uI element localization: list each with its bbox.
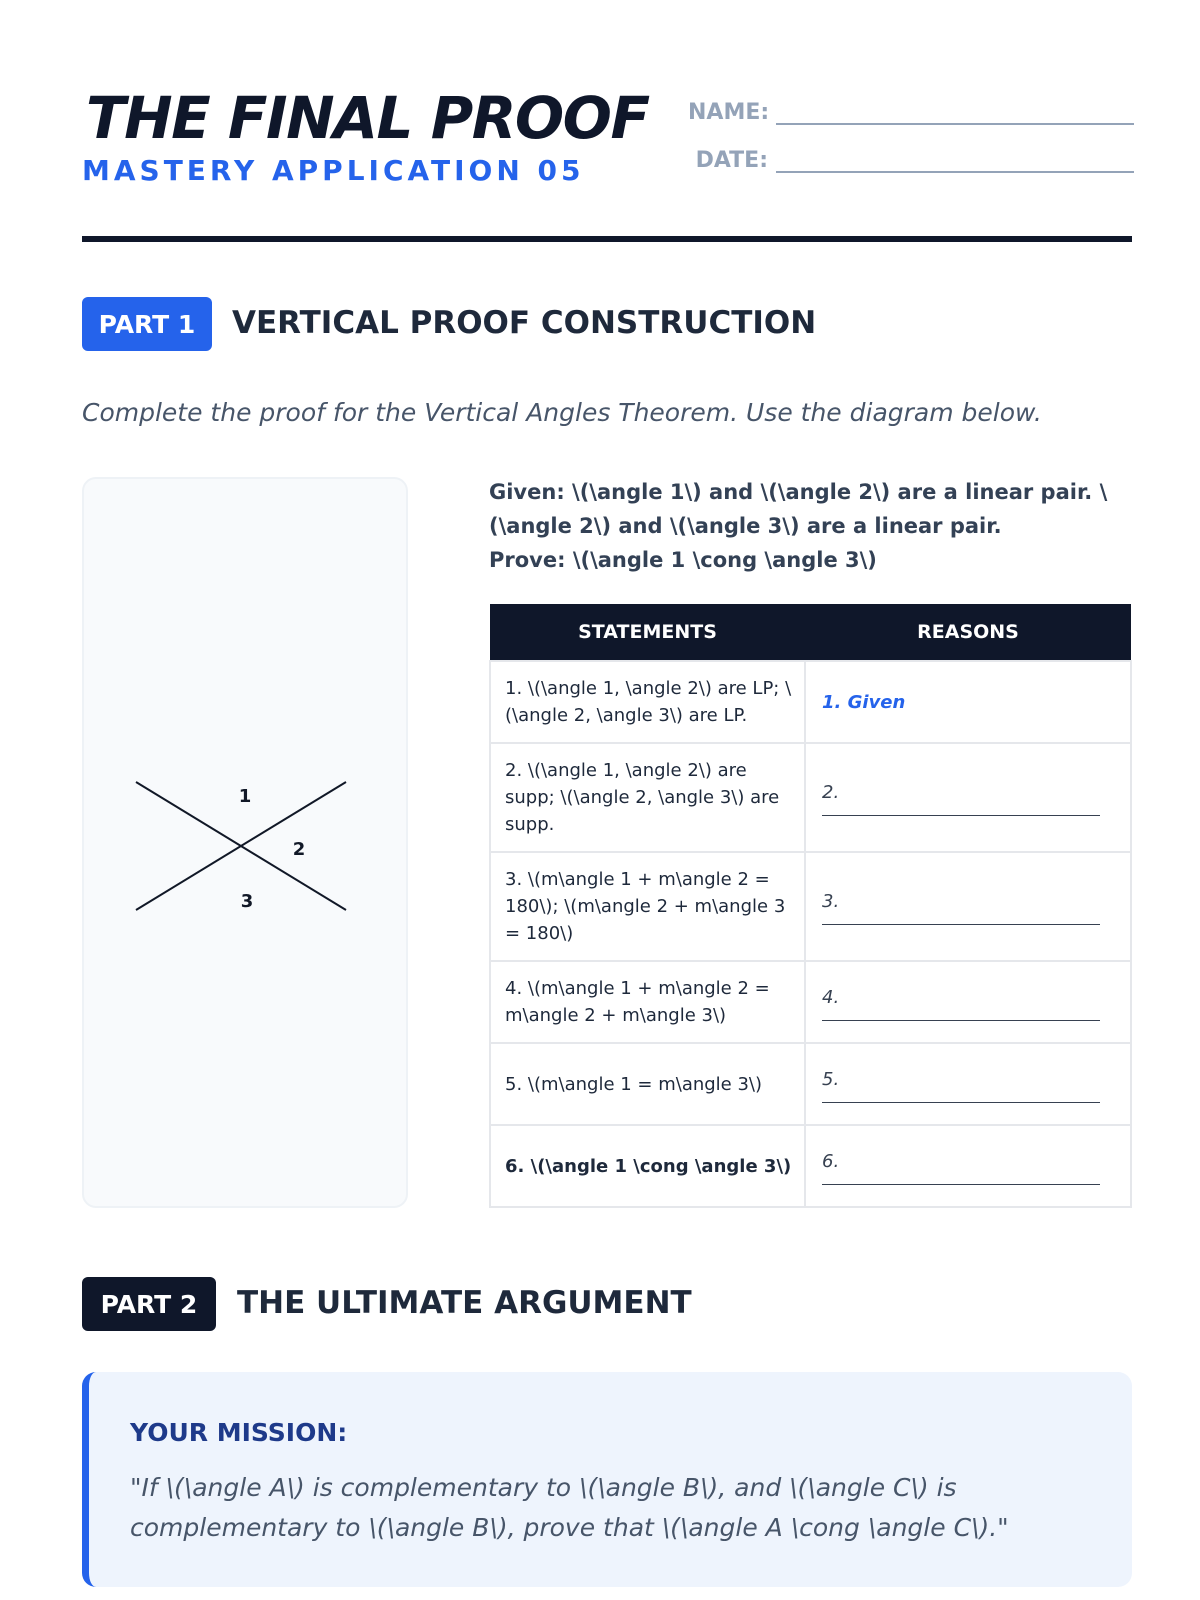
- statements-header: STATEMENTS: [490, 604, 805, 661]
- header-divider: [82, 236, 1132, 242]
- reason-blank-line[interactable]: [822, 1011, 1100, 1021]
- proof-row: [490, 961, 1131, 1043]
- reason-cell[interactable]: [805, 1125, 1131, 1207]
- proof-row: [490, 852, 1131, 961]
- reason-cell: [805, 661, 1131, 743]
- reason-text: 1. Given: [822, 691, 906, 713]
- part1-badge: PART 1: [82, 297, 212, 351]
- given-statement: Given: \(\angle 1\) and \(\angle 2\) are a linear pair. \(\angle 2\) and \(\angle 3\) are a linear pair.: [489, 480, 1108, 538]
- statement-cell: 3. \(m\angle 1 + m\angle 2 = 180\); \(m\angle 2 + m\angle 3 = 180\): [490, 852, 805, 961]
- date-label: DATE:: [695, 148, 768, 173]
- worksheet-subtitle: MASTERY APPLICATION 05: [82, 154, 585, 187]
- reason-cell[interactable]: [805, 961, 1131, 1043]
- statement-cell: 2. \(\angle 1, \angle 2\) are supp; \(\angle 2, \angle 3\) are supp.: [490, 743, 805, 852]
- reason-number: 2.: [822, 782, 840, 803]
- part1-instructions: Complete the proof for the Vertical Angles Theorem. Use the diagram below.: [82, 398, 1042, 427]
- reason-cell[interactable]: [805, 852, 1131, 961]
- diagram-svg: [84, 479, 410, 1210]
- mission-label: YOUR MISSION:: [130, 1418, 348, 1447]
- proof-row: [490, 661, 1131, 743]
- statement-cell: 4. \(m\angle 1 + m\angle 2 = m\angle 2 + m\angle 3\): [490, 961, 805, 1043]
- statement-cell: 1. \(\angle 1, \angle 2\) are LP; \(\angle 2, \angle 3\) are LP.: [490, 661, 805, 743]
- reason-blank-line[interactable]: [822, 806, 1100, 816]
- prove-statement: Prove: \(\angle 1 \cong \angle 3\): [489, 548, 877, 572]
- reason-number: 3.: [822, 891, 840, 912]
- angle-label-3: 3: [240, 891, 254, 912]
- angle-label-2: 2: [292, 839, 306, 860]
- statement-cell: 6. \(\angle 1 \cong \angle 3\): [490, 1125, 805, 1207]
- proof-table-header-row: [490, 604, 1131, 661]
- mission-callout: [82, 1372, 1132, 1587]
- reason-number: 5.: [822, 1068, 840, 1090]
- angle-label-1: 1: [238, 786, 252, 807]
- name-blank-line[interactable]: [776, 103, 1134, 125]
- proof-table: [489, 604, 1132, 1208]
- worksheet-title: THE FINAL PROOF: [86, 84, 649, 152]
- name-label: NAME:: [688, 100, 770, 125]
- reason-blank-line[interactable]: [822, 915, 1100, 925]
- name-field[interactable]: [688, 100, 1134, 125]
- part2-title: THE ULTIMATE ARGUMENT: [237, 1285, 692, 1321]
- part2-badge: PART 2: [82, 1277, 216, 1331]
- part1-title: VERTICAL PROOF CONSTRUCTION: [232, 305, 817, 341]
- proof-row: [490, 743, 1131, 852]
- worksheet-page: [82, 0, 1132, 1600]
- date-field[interactable]: [688, 148, 1134, 173]
- reason-number: 6.: [822, 1150, 840, 1172]
- proof-row: [490, 1125, 1131, 1207]
- reason-blank-line[interactable]: [822, 1175, 1100, 1185]
- proof-row: [490, 1043, 1131, 1125]
- date-blank-line[interactable]: [776, 151, 1134, 173]
- reason-blank-line[interactable]: [822, 1093, 1100, 1103]
- reason-number: 4.: [822, 986, 840, 1008]
- mission-text: "If \(\angle A\) is complementary to \(\angle B\), and \(\angle C\) is complementary to \(\angle B\), prove that \(\angle A \cong \angle C\).": [130, 1473, 1009, 1542]
- given-prove-block: [489, 475, 1132, 577]
- reasons-header: REASONS: [805, 604, 1131, 661]
- reason-cell[interactable]: [805, 743, 1131, 852]
- reason-cell[interactable]: [805, 1043, 1131, 1125]
- statement-cell: 5. \(m\angle 1 = m\angle 3\): [490, 1043, 805, 1125]
- vertical-angles-diagram: [82, 477, 408, 1208]
